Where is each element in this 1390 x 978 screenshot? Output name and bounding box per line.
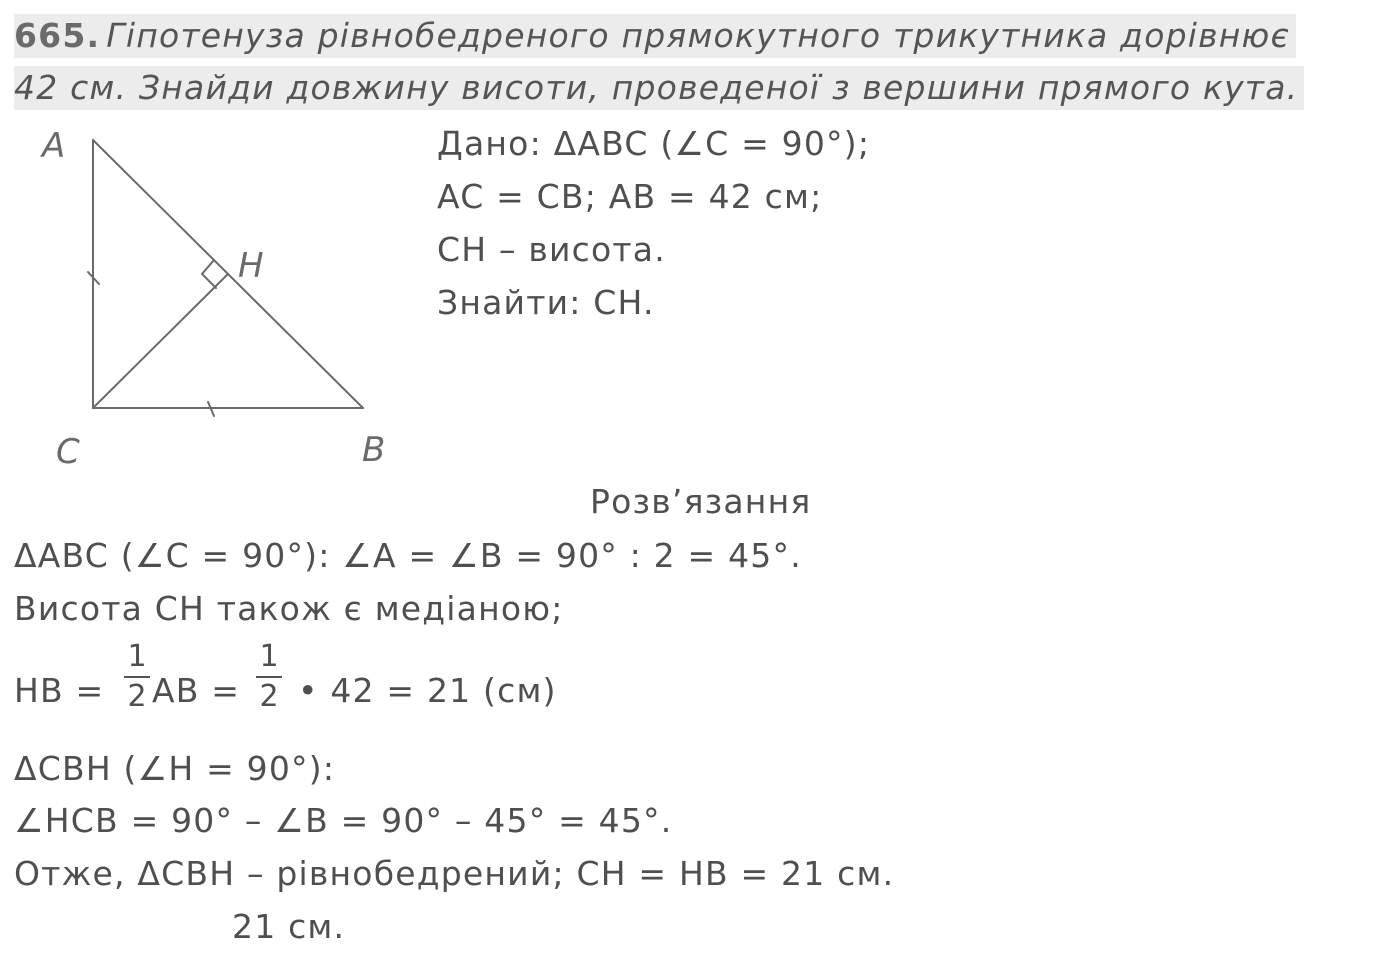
fraction-bar — [256, 676, 282, 678]
given-line-3: CH – висота. — [437, 230, 666, 269]
fraction-one-half-2 — [256, 640, 282, 714]
altitude-ch — [93, 274, 228, 408]
fraction-numerator: 1 — [127, 639, 147, 674]
problem-number: 665. — [14, 16, 101, 55]
fraction-numerator: 1 — [259, 639, 279, 674]
solution-line-3-mid: AB = — [152, 671, 241, 710]
solution-line-4: ΔCBH (∠H = 90°): — [14, 749, 336, 788]
fraction-denominator: 2 — [127, 679, 147, 714]
solution-line-2: Висота CH також є медіаною; — [14, 589, 564, 628]
solution-heading: Розв’язання — [590, 482, 812, 521]
vertex-label-h: H — [238, 246, 264, 286]
given-line-4: Знайти: CH. — [437, 283, 655, 322]
solution-line-3-end: • 42 = 21 (см) — [298, 671, 557, 710]
vertex-label-b: B — [362, 430, 386, 470]
given-line-2: AC = CB; AB = 42 см; — [437, 177, 823, 216]
fraction-denominator: 2 — [259, 679, 279, 714]
given-line-1: Дано: ΔABC (∠C = 90°); — [437, 124, 871, 163]
right-angle-mark-h — [202, 260, 216, 288]
fraction-one-half-1 — [124, 640, 150, 714]
solution-line-3-start: HB = — [14, 671, 105, 710]
fraction-bar — [124, 676, 150, 678]
answer: 21 см. — [232, 907, 346, 946]
solution-line-6: Отже, ΔCBH – рівнобедрений; CH = HB = 21 см. — [14, 854, 895, 893]
solution-line-5: ∠HCB = 90° – ∠B = 90° – 45° = 45°. — [14, 801, 673, 840]
problem-text-2: 42 см. Знайди довжину висоти, проведеної з вершини прямого кута. — [14, 68, 1299, 107]
triangle-diagram — [0, 0, 420, 480]
problem-text-1: Гіпотенуза рівнобедреного прямокутного трикутника дорівнює — [106, 16, 1290, 55]
vertex-label-c: C — [56, 432, 80, 472]
solution-line-1: ΔABC (∠C = 90°): ∠A = ∠B = 90° : 2 = 45°. — [14, 536, 802, 575]
vertex-label-a: A — [42, 126, 66, 166]
